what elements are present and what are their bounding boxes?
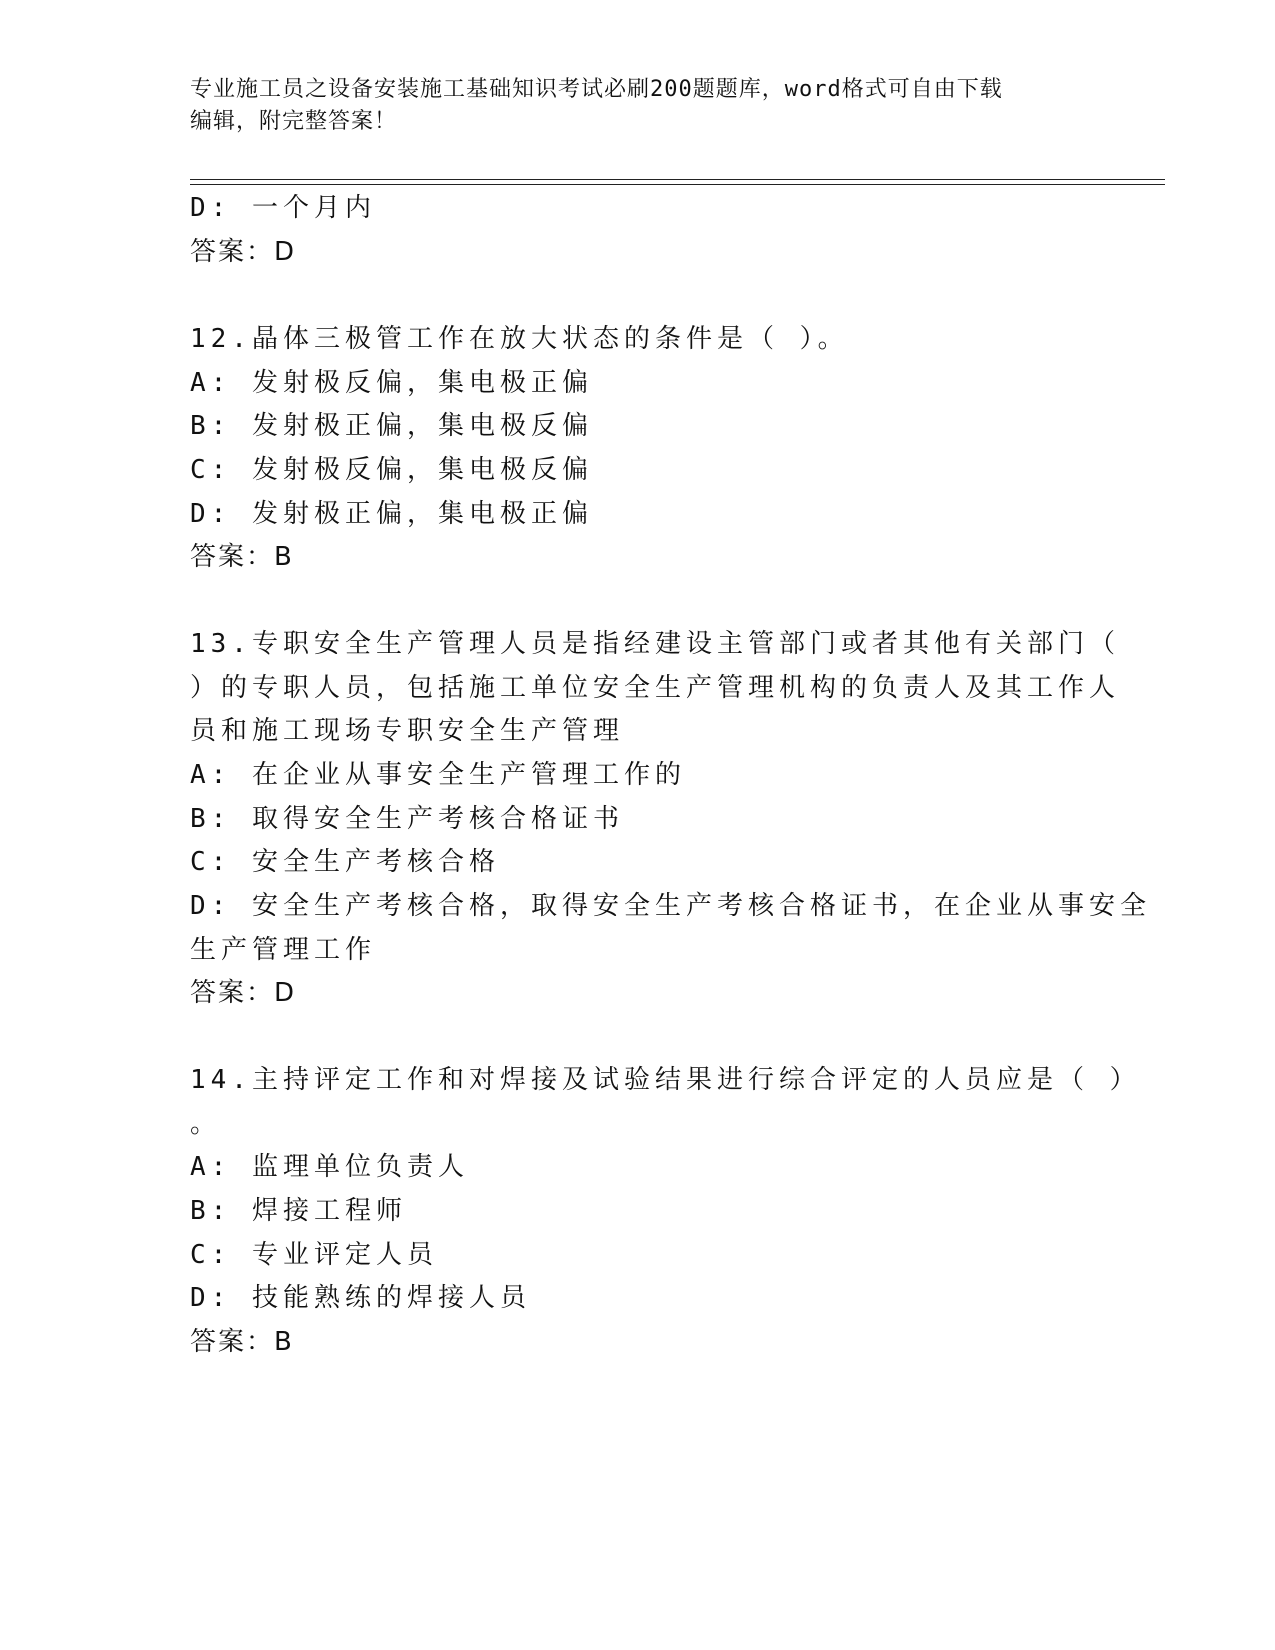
q14-stem-line2: 。: [190, 1109, 222, 1139]
q13-option-b: B: 取得安全生产考核合格证书: [190, 804, 624, 834]
q13-option-a: A: 在企业从事安全生产管理工作的: [190, 760, 686, 790]
q13-option-d-line1: D: 安全生产考核合格，取得安全生产考核合格证书，在企业从事安全: [190, 891, 1151, 921]
q13-stem-line2: ）的专职人员，包括施工单位安全生产管理机构的负责人及其工作人: [190, 673, 1121, 703]
header-divider-bottom: [190, 184, 1165, 185]
q14-option-c: C: 专业评定人员: [190, 1240, 438, 1270]
q12-option-c: C: 发射极反偏，集电极反偏: [190, 455, 593, 485]
q14-stem-line1: 14.主持评定工作和对焊接及试验结果进行综合评定的人员应是（ ）: [190, 1065, 1141, 1095]
header-divider-top: [190, 179, 1165, 180]
q13-option-d-line2: 生产管理工作: [190, 935, 377, 965]
header-title-line2: 编辑，附完整答案！: [190, 109, 398, 134]
q13-option-c: C: 安全生产考核合格: [190, 847, 500, 877]
q12-option-d: D: 发射极正偏，集电极正偏: [190, 499, 593, 529]
q12-answer: 答案：B: [190, 542, 294, 572]
q11-answer: 答案：D: [190, 237, 297, 267]
q13-stem-line1: 13.专职安全生产管理人员是指经建设主管部门或者其他有关部门（: [190, 629, 1120, 659]
q12-stem: 12.晶体三极管工作在放大状态的条件是（ ）。: [190, 324, 849, 354]
q12-option-a: A: 发射极反偏，集电极正偏: [190, 368, 593, 398]
q13-answer: 答案：D: [190, 978, 297, 1008]
document-header: [190, 74, 1080, 138]
q13-stem-line3: 员和施工现场专职安全生产管理: [190, 716, 625, 746]
q14-option-d: D: 技能熟练的焊接人员: [190, 1283, 531, 1313]
q11-option-d: D: 一个月内: [190, 193, 376, 223]
header-title-line1: 专业施工员之设备安装施工基础知识考试必刷200题题库，word格式可自由下载: [190, 77, 1003, 102]
q14-option-a: A: 监理单位负责人: [190, 1152, 469, 1182]
q12-option-b: B: 发射极正偏，集电极反偏: [190, 411, 593, 441]
q14-answer: 答案：B: [190, 1327, 294, 1357]
q14-option-b: B: 焊接工程师: [190, 1196, 407, 1226]
